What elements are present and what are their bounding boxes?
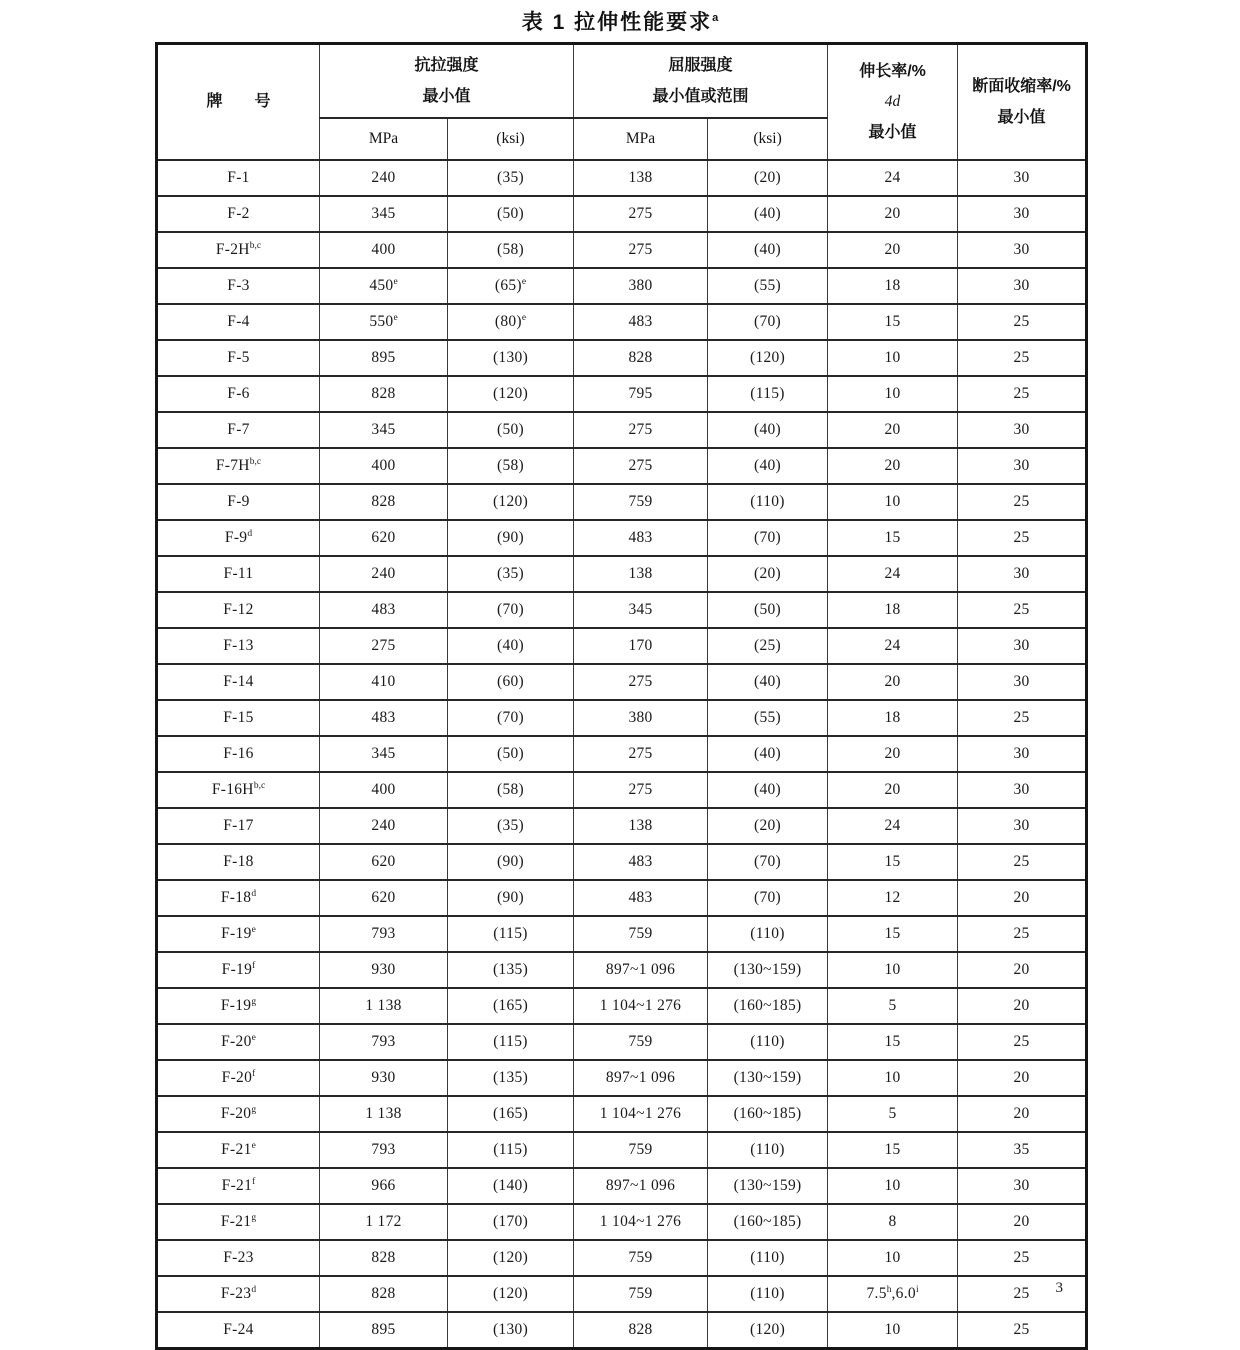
cell-elongation: 5 — [828, 988, 958, 1024]
cell-tensile-ksi: (130) — [448, 1312, 574, 1349]
cell-tensile-ksi: (120) — [448, 484, 574, 520]
cell-grade: F-13 — [157, 628, 320, 664]
cell-elongation: 20 — [828, 448, 958, 484]
cell-tensile-mpa: 966 — [320, 1168, 448, 1204]
cell-yield-mpa: 138 — [574, 808, 708, 844]
cell-grade: F-17 — [157, 808, 320, 844]
table-row — [157, 808, 1087, 844]
cell-yield-ksi: (110) — [708, 1240, 828, 1276]
cell-yield-mpa: 1 104~1 276 — [574, 1204, 708, 1240]
cell-tensile-mpa: 483 — [320, 700, 448, 736]
cell-yield-ksi: (20) — [708, 556, 828, 592]
cell-yield-mpa: 275 — [574, 736, 708, 772]
cell-reduction-of-area: 25 — [958, 520, 1087, 556]
cell-yield-mpa: 483 — [574, 304, 708, 340]
cell-yield-mpa: 483 — [574, 844, 708, 880]
cell-grade: F-20e — [157, 1024, 320, 1060]
cell-tensile-mpa: 793 — [320, 916, 448, 952]
cell-yield-mpa: 275 — [574, 196, 708, 232]
cell-yield-mpa: 170 — [574, 628, 708, 664]
cell-elongation: 24 — [828, 556, 958, 592]
cell-grade: F-20$^f$ — [157, 1060, 320, 1096]
header-unit-ksi-tensile: (ksi) — [448, 118, 574, 160]
cell-yield-ksi: (20) — [708, 160, 828, 196]
cell-reduction-of-area: 35 — [958, 1132, 1087, 1168]
cell-grade: F-15 — [157, 700, 320, 736]
cell-tensile-ksi: (50) — [448, 412, 574, 448]
cell-yield-mpa: 138 — [574, 160, 708, 196]
header-reduction-line1: 断面收缩率/% — [972, 77, 1071, 95]
cell-tensile-mpa: 345 — [320, 412, 448, 448]
header-reduction-of-area — [958, 44, 1087, 161]
cell-yield-mpa: 275 — [574, 448, 708, 484]
cell-elongation: 5 — [828, 1096, 958, 1132]
header-tensile-line2: 最小值 — [422, 88, 471, 105]
cell-yield-ksi: (70) — [708, 304, 828, 340]
cell-tensile-ksi: (60) — [448, 664, 574, 700]
cell-reduction-of-area: 30 — [958, 448, 1087, 484]
table-row — [157, 700, 1087, 736]
cell-tensile-ksi: (90) — [448, 520, 574, 556]
cell-yield-mpa: 483 — [574, 520, 708, 556]
table-row — [157, 376, 1087, 412]
cell-yield-ksi: (110) — [708, 484, 828, 520]
cell-reduction-of-area: 25 — [958, 376, 1087, 412]
cell-yield-mpa: 897~1 096 — [574, 1060, 708, 1096]
cell-reduction-of-area: 25 — [958, 1024, 1087, 1060]
cell-tensile-ksi: (58) — [448, 448, 574, 484]
cell-elongation: 20 — [828, 196, 958, 232]
cell-yield-mpa: 380 — [574, 268, 708, 304]
cell-tensile-mpa: 240 — [320, 808, 448, 844]
cell-elongation: 10 — [828, 952, 958, 988]
cell-yield-ksi: (110) — [708, 916, 828, 952]
header-grade-label: 牌 号 — [206, 93, 271, 111]
cell-yield-mpa: 828 — [574, 340, 708, 376]
cell-grade: F-2 — [157, 196, 320, 232]
cell-yield-mpa: 380 — [574, 700, 708, 736]
header-group-row — [157, 44, 1087, 119]
table-row — [157, 952, 1087, 988]
cell-yield-mpa: 759 — [574, 1024, 708, 1060]
cell-tensile-mpa: 275 — [320, 628, 448, 664]
table-row — [157, 880, 1087, 916]
table-row — [157, 448, 1087, 484]
cell-yield-mpa: 897~1 096 — [574, 1168, 708, 1204]
cell-grade: F-14 — [157, 664, 320, 700]
cell-reduction-of-area: 25 — [958, 1240, 1087, 1276]
cell-yield-ksi: (40) — [708, 772, 828, 808]
table-row — [157, 268, 1087, 304]
header-yield-strength — [574, 44, 828, 119]
cell-yield-mpa: 795 — [574, 376, 708, 412]
cell-tensile-mpa: 930 — [320, 952, 448, 988]
cell-tensile-ksi: (140) — [448, 1168, 574, 1204]
cell-tensile-mpa: 930 — [320, 1060, 448, 1096]
cell-tensile-ksi: (130) — [448, 340, 574, 376]
cell-yield-mpa: 138 — [574, 556, 708, 592]
cell-grade: F-6 — [157, 376, 320, 412]
cell-grade: F-7 — [157, 412, 320, 448]
table-row — [157, 160, 1087, 196]
cell-yield-ksi: (70) — [708, 880, 828, 916]
header-unit-mpa-yield: MPa — [574, 118, 708, 160]
table-header — [157, 44, 1087, 161]
cell-yield-ksi: (40) — [708, 196, 828, 232]
cell-tensile-mpa: 240 — [320, 160, 448, 196]
cell-grade: F-16 — [157, 736, 320, 772]
cell-yield-ksi: (55) — [708, 268, 828, 304]
cell-yield-ksi: (120) — [708, 1312, 828, 1349]
cell-yield-mpa: 483 — [574, 880, 708, 916]
cell-yield-ksi: (130~159) — [708, 952, 828, 988]
cell-tensile-ksi: (115) — [448, 916, 574, 952]
cell-elongation: 20 — [828, 664, 958, 700]
cell-reduction-of-area: 30 — [958, 1168, 1087, 1204]
table-row — [157, 628, 1087, 664]
cell-yield-ksi: (40) — [708, 736, 828, 772]
cell-elongation: 24 — [828, 628, 958, 664]
cell-tensile-ksi: (40) — [448, 628, 574, 664]
table-row — [157, 1060, 1087, 1096]
cell-elongation: 15 — [828, 1024, 958, 1060]
cell-elongation: 12 — [828, 880, 958, 916]
cell-yield-mpa: 1 104~1 276 — [574, 1096, 708, 1132]
cell-elongation: 24 — [828, 160, 958, 196]
cell-grade: F-9$^d$ — [157, 520, 320, 556]
cell-tensile-ksi: (135) — [448, 1060, 574, 1096]
cell-tensile-mpa: 1 138 — [320, 988, 448, 1024]
cell-grade: F-19$^f$ — [157, 952, 320, 988]
cell-yield-ksi: (70) — [708, 520, 828, 556]
cell-elongation: 7.5$^h$,6.0$^i$ — [828, 1276, 958, 1312]
cell-tensile-ksi: (50) — [448, 196, 574, 232]
cell-elongation: 10 — [828, 376, 958, 412]
cell-tensile-ksi: (115) — [448, 1132, 574, 1168]
table-title-text: 表 1 拉伸性能要求 — [521, 11, 713, 34]
cell-yield-mpa: 345 — [574, 592, 708, 628]
cell-yield-ksi: (120) — [708, 340, 828, 376]
cell-elongation: 15 — [828, 1132, 958, 1168]
cell-tensile-ksi: (120) — [448, 376, 574, 412]
cell-yield-ksi: (110) — [708, 1132, 828, 1168]
cell-yield-mpa: 828 — [574, 1312, 708, 1349]
cell-elongation: 10 — [828, 1312, 958, 1349]
cell-yield-mpa: 275 — [574, 412, 708, 448]
cell-yield-ksi: (55) — [708, 700, 828, 736]
cell-yield-mpa: 759 — [574, 916, 708, 952]
cell-yield-ksi: (130~159) — [708, 1168, 828, 1204]
cell-tensile-ksi: (90) — [448, 880, 574, 916]
cell-grade: F-19e — [157, 916, 320, 952]
header-yield-line2: 最小值或范围 — [652, 88, 749, 105]
table-row — [157, 232, 1087, 268]
cell-tensile-ksi: (70) — [448, 592, 574, 628]
cell-reduction-of-area: 30 — [958, 556, 1087, 592]
cell-grade: F-20$^g$ — [157, 1096, 320, 1132]
cell-tensile-ksi: (58) — [448, 772, 574, 808]
table-row — [157, 196, 1087, 232]
cell-reduction-of-area: 25 — [958, 1276, 1087, 1312]
cell-elongation: 10 — [828, 340, 958, 376]
cell-tensile-mpa: 400 — [320, 772, 448, 808]
header-unit-ksi-yield: (ksi) — [708, 118, 828, 160]
cell-elongation: 15 — [828, 304, 958, 340]
cell-tensile-mpa: 240 — [320, 556, 448, 592]
cell-reduction-of-area: 25 — [958, 916, 1087, 952]
cell-elongation: 18 — [828, 700, 958, 736]
tensile-requirements-table — [155, 42, 1088, 1350]
cell-reduction-of-area: 30 — [958, 232, 1087, 268]
header-grade — [157, 44, 320, 161]
cell-tensile-mpa: 410 — [320, 664, 448, 700]
cell-elongation: 20 — [828, 736, 958, 772]
cell-tensile-mpa: 345 — [320, 736, 448, 772]
table-row — [157, 988, 1087, 1024]
cell-yield-ksi: (50) — [708, 592, 828, 628]
cell-elongation: 10 — [828, 484, 958, 520]
cell-elongation: 20 — [828, 772, 958, 808]
cell-tensile-mpa: 550e — [320, 304, 448, 340]
table-body — [157, 160, 1087, 1349]
cell-tensile-mpa: 828 — [320, 484, 448, 520]
table-row — [157, 556, 1087, 592]
header-elongation-line3: 最小值 — [868, 124, 917, 142]
table-row — [157, 1312, 1087, 1349]
cell-reduction-of-area: 30 — [958, 772, 1087, 808]
cell-elongation: 10 — [828, 1060, 958, 1096]
cell-reduction-of-area: 20 — [958, 1204, 1087, 1240]
cell-tensile-ksi: (170) — [448, 1204, 574, 1240]
cell-yield-ksi: (160~185) — [708, 988, 828, 1024]
cell-yield-ksi: (115) — [708, 376, 828, 412]
cell-yield-mpa: 275 — [574, 664, 708, 700]
cell-tensile-ksi: (35) — [448, 808, 574, 844]
cell-grade: F-23$^d$ — [157, 1276, 320, 1312]
cell-reduction-of-area: 25 — [958, 304, 1087, 340]
cell-yield-ksi: (110) — [708, 1276, 828, 1312]
header-unit-mpa-tensile: MPa — [320, 118, 448, 160]
table-row — [157, 916, 1087, 952]
cell-grade: F-11 — [157, 556, 320, 592]
cell-yield-ksi: (70) — [708, 844, 828, 880]
header-tensile-strength — [320, 44, 574, 119]
cell-reduction-of-area: 20 — [958, 880, 1087, 916]
cell-grade: F-19$^g$ — [157, 988, 320, 1024]
cell-grade: F-21$^f$ — [157, 1168, 320, 1204]
cell-grade: $F-7H^{b,c}$ — [157, 448, 320, 484]
cell-reduction-of-area: 30 — [958, 664, 1087, 700]
header-elongation — [828, 44, 958, 161]
cell-tensile-ksi: (165) — [448, 988, 574, 1024]
cell-yield-ksi: (160~185) — [708, 1204, 828, 1240]
cell-grade: F-12 — [157, 592, 320, 628]
cell-tensile-ksi: (165) — [448, 1096, 574, 1132]
header-elongation-gauge: 4d — [884, 92, 901, 110]
cell-tensile-ksi: (58) — [448, 232, 574, 268]
cell-tensile-mpa: 895 — [320, 1312, 448, 1349]
cell-tensile-mpa: 483 — [320, 592, 448, 628]
title-footnote-marker: a — [712, 12, 719, 24]
cell-reduction-of-area: 20 — [958, 988, 1087, 1024]
header-tensile-line1: 抗拉强度 — [414, 56, 479, 74]
cell-grade: F-21e — [157, 1132, 320, 1168]
table-row — [157, 1240, 1087, 1276]
cell-grade: F-4 — [157, 304, 320, 340]
page-number: 3 — [1055, 1280, 1063, 1296]
cell-grade: F-5 — [157, 340, 320, 376]
cell-tensile-mpa: 828 — [320, 1276, 448, 1312]
cell-tensile-ksi: (70) — [448, 700, 574, 736]
table-row — [157, 772, 1087, 808]
cell-yield-ksi: (40) — [708, 232, 828, 268]
cell-elongation: 8 — [828, 1204, 958, 1240]
header-yield-line1: 屈服强度 — [668, 56, 733, 74]
header-reduction-line2: 最小值 — [997, 109, 1046, 126]
cell-reduction-of-area: 30 — [958, 412, 1087, 448]
cell-elongation: 10 — [828, 1240, 958, 1276]
cell-reduction-of-area: 25 — [958, 700, 1087, 736]
cell-tensile-ksi: $(65)^e$ — [448, 268, 574, 304]
cell-reduction-of-area: 25 — [958, 844, 1087, 880]
cell-tensile-mpa: 400 — [320, 232, 448, 268]
cell-reduction-of-area: 30 — [958, 196, 1087, 232]
cell-tensile-mpa: 1 172 — [320, 1204, 448, 1240]
cell-yield-mpa: 275 — [574, 772, 708, 808]
cell-tensile-mpa: 793 — [320, 1132, 448, 1168]
cell-grade: F-21$^g$ — [157, 1204, 320, 1240]
cell-tensile-mpa: 345 — [320, 196, 448, 232]
cell-yield-ksi: (25) — [708, 628, 828, 664]
cell-yield-mpa: 1 104~1 276 — [574, 988, 708, 1024]
cell-yield-mpa: 759 — [574, 1276, 708, 1312]
cell-tensile-mpa: 828 — [320, 376, 448, 412]
table-row — [157, 340, 1087, 376]
cell-tensile-ksi: (120) — [448, 1276, 574, 1312]
cell-tensile-mpa: 400 — [320, 448, 448, 484]
cell-grade: F-9 — [157, 484, 320, 520]
cell-elongation: 15 — [828, 916, 958, 952]
cell-grade: F-18 — [157, 844, 320, 880]
cell-tensile-mpa: 620 — [320, 520, 448, 556]
cell-yield-ksi: (40) — [708, 664, 828, 700]
cell-tensile-mpa: 620 — [320, 880, 448, 916]
header-elongation-line1: 伸长率/% — [859, 62, 926, 80]
cell-yield-mpa: 897~1 096 — [574, 952, 708, 988]
cell-reduction-of-area: 30 — [958, 736, 1087, 772]
table-row — [157, 484, 1087, 520]
cell-reduction-of-area: 20 — [958, 952, 1087, 988]
table-row — [157, 1204, 1087, 1240]
cell-tensile-ksi: (35) — [448, 556, 574, 592]
cell-tensile-ksi: (50) — [448, 736, 574, 772]
cell-reduction-of-area: 25 — [958, 340, 1087, 376]
cell-reduction-of-area: 30 — [958, 628, 1087, 664]
table-row — [157, 1096, 1087, 1132]
cell-yield-ksi: (160~185) — [708, 1096, 828, 1132]
cell-elongation: 24 — [828, 808, 958, 844]
table-row — [157, 1168, 1087, 1204]
table-row — [157, 1132, 1087, 1168]
cell-yield-ksi: (20) — [708, 808, 828, 844]
cell-grade: F-23 — [157, 1240, 320, 1276]
table-row — [157, 1024, 1087, 1060]
cell-tensile-mpa: 793 — [320, 1024, 448, 1060]
table-row — [157, 520, 1087, 556]
cell-tensile-mpa: 828 — [320, 1240, 448, 1276]
cell-reduction-of-area: 30 — [958, 160, 1087, 196]
cell-grade: F-3 — [157, 268, 320, 304]
table-row — [157, 844, 1087, 880]
cell-grade: F-1 — [157, 160, 320, 196]
cell-tensile-mpa: 620 — [320, 844, 448, 880]
cell-tensile-ksi: (115) — [448, 1024, 574, 1060]
cell-yield-mpa: 759 — [574, 484, 708, 520]
cell-tensile-mpa: 450e — [320, 268, 448, 304]
cell-yield-mpa: 759 — [574, 1240, 708, 1276]
cell-grade: $F-16H^{b,c}$ — [157, 772, 320, 808]
cell-reduction-of-area: 30 — [958, 808, 1087, 844]
cell-reduction-of-area: 20 — [958, 1060, 1087, 1096]
cell-reduction-of-area: 20 — [958, 1096, 1087, 1132]
cell-tensile-ksi: (90) — [448, 844, 574, 880]
table-row — [157, 304, 1087, 340]
cell-elongation: 10 — [828, 1168, 958, 1204]
table-row — [157, 664, 1087, 700]
table-title — [155, 6, 1085, 36]
table-row — [157, 412, 1087, 448]
cell-yield-mpa: 759 — [574, 1132, 708, 1168]
cell-tensile-ksi: (120) — [448, 1240, 574, 1276]
cell-reduction-of-area: 25 — [958, 1312, 1087, 1349]
cell-grade: $F-2H^{b,c}$ — [157, 232, 320, 268]
cell-yield-ksi: (130~159) — [708, 1060, 828, 1096]
cell-elongation: 20 — [828, 412, 958, 448]
cell-elongation: 20 — [828, 232, 958, 268]
cell-yield-ksi: (40) — [708, 412, 828, 448]
cell-reduction-of-area: 25 — [958, 592, 1087, 628]
cell-reduction-of-area: 30 — [958, 268, 1087, 304]
cell-elongation: 18 — [828, 268, 958, 304]
cell-grade: F-18$^d$ — [157, 880, 320, 916]
cell-grade: F-24 — [157, 1312, 320, 1349]
cell-yield-mpa: 275 — [574, 232, 708, 268]
cell-tensile-ksi: (35) — [448, 160, 574, 196]
cell-tensile-ksi: (135) — [448, 952, 574, 988]
cell-tensile-ksi: $(80)^e$ — [448, 304, 574, 340]
cell-elongation: 15 — [828, 520, 958, 556]
cell-yield-ksi: (40) — [708, 448, 828, 484]
cell-tensile-mpa: 895 — [320, 340, 448, 376]
table-row — [157, 592, 1087, 628]
table-row — [157, 736, 1087, 772]
cell-reduction-of-area: 25 — [958, 484, 1087, 520]
cell-elongation: 15 — [828, 844, 958, 880]
cell-yield-ksi: (110) — [708, 1024, 828, 1060]
cell-elongation: 18 — [828, 592, 958, 628]
cell-tensile-mpa: 1 138 — [320, 1096, 448, 1132]
